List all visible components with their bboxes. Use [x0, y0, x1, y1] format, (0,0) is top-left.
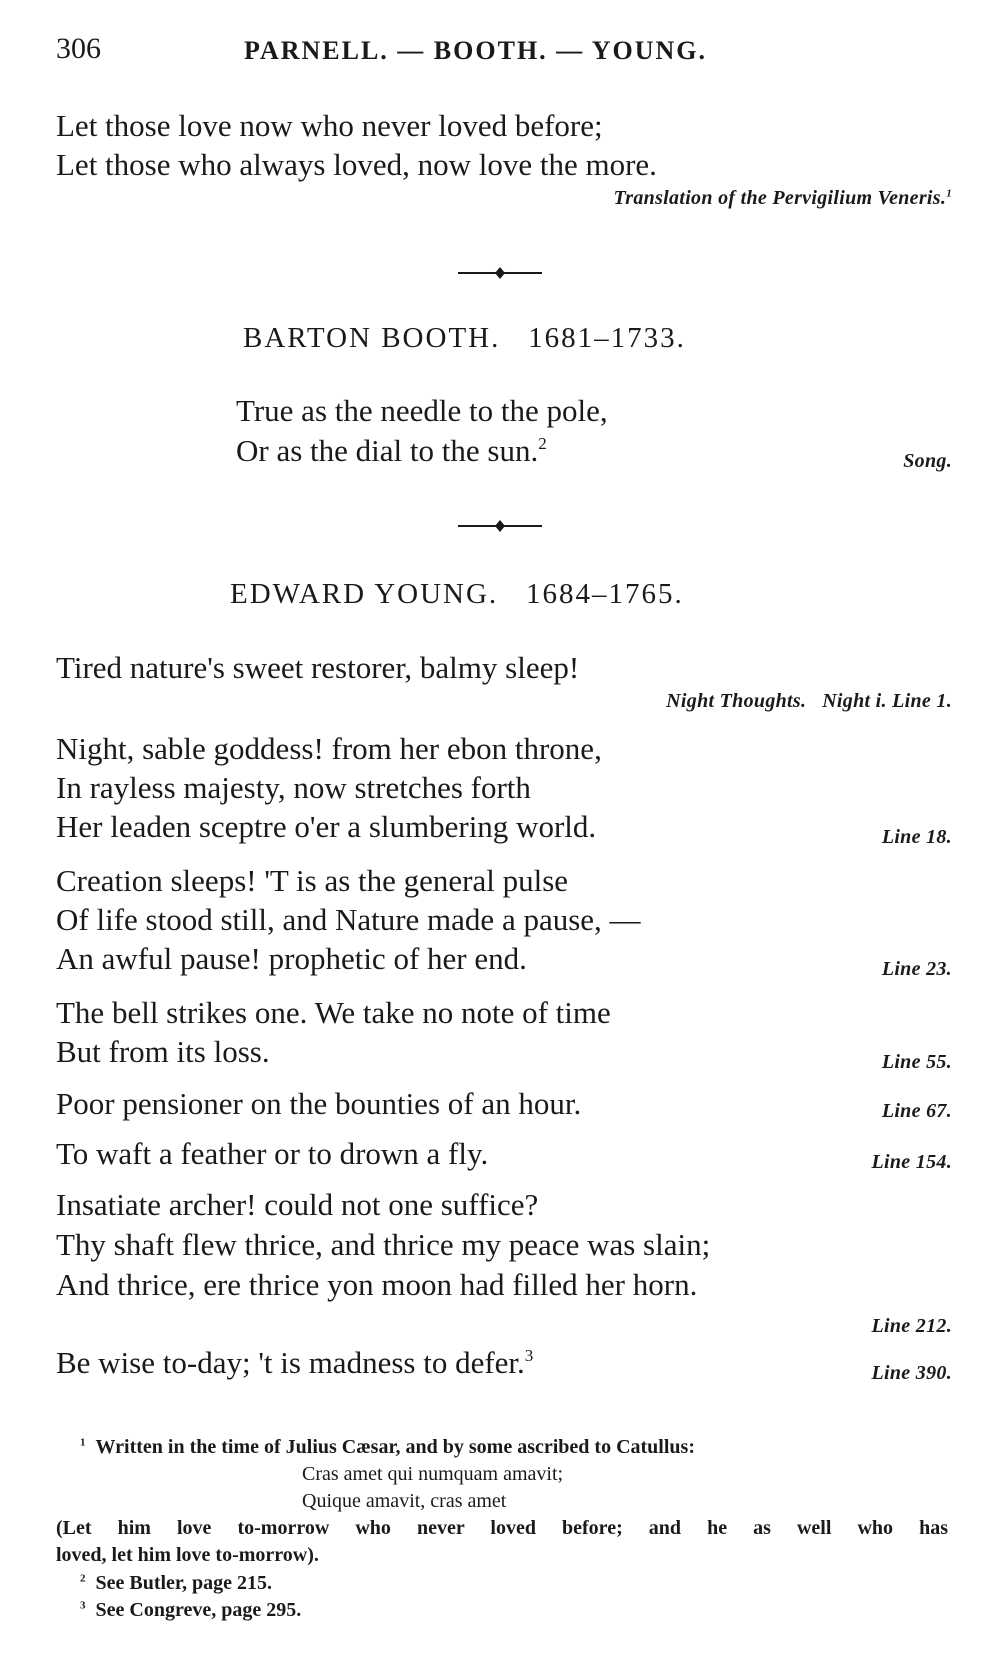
footnote-1-latin-2: Quique amavit, cras amet — [302, 1490, 507, 1512]
young-q1-line-1: Tired nature's sweet restorer, balmy sleep! — [56, 650, 580, 685]
footnote-marker-2: 2 — [80, 1572, 86, 1585]
footnote-ref-3: 3 — [524, 1346, 534, 1366]
section-ornament — [458, 519, 542, 533]
young-q6-citation: Line 154. — [871, 1151, 952, 1173]
footnote-ref-2: 2 — [538, 434, 547, 454]
young-q4-citation: Line 55. — [881, 1051, 952, 1073]
booth-citation: Song. — [903, 450, 952, 472]
young-q4-line-2: But from its loss. — [56, 1034, 270, 1069]
booth-heading: BARTON BOOTH. 1681–1733. — [243, 322, 686, 354]
young-q6-line-1: To waft a feather or to drown a fly. — [56, 1136, 489, 1171]
footnote-2: $^2$ See Butler, page 215. — [80, 1572, 272, 1594]
parnell-line-1: Let those love now who never loved before; — [56, 108, 603, 143]
footnote-1: $^1$ Written in the time of Julius Cæsar, and by some ascribed to Catullus: — [80, 1436, 695, 1458]
young-q8-line-1: Be wise to-day; 't is madness to defer.$^3$ — [56, 1345, 534, 1380]
young-q8-citation: Line 390. — [871, 1362, 952, 1384]
young-q5-line-1: Poor pensioner on the bounties of an hour. — [56, 1086, 582, 1121]
footnote-marker-3: 3 — [80, 1599, 86, 1612]
footnote-3: $^3$ See Congreve, page 295. — [80, 1599, 302, 1621]
young-q3-citation: Line 23. — [881, 958, 952, 980]
booth-line-2: Or as the dial to the sun.$^2$ — [236, 433, 547, 468]
young-q7-line-1: Insatiate archer! could not one suffice? — [56, 1187, 539, 1222]
section-ornament — [458, 266, 542, 280]
footnote-ref-1: 1 — [946, 187, 952, 200]
page-number: 306 — [56, 32, 101, 65]
young-q2-line-2: In rayless majesty, now stretches forth — [56, 770, 531, 805]
young-q2-line-1: Night, sable goddess! from her ebon throne, — [56, 731, 602, 766]
young-q1-citation: Night Thoughts. Night i. Line 1. — [666, 690, 952, 712]
footnote-1-latin-1: Cras amet qui numquam amavit; — [302, 1463, 564, 1485]
booth-line-1: True as the needle to the pole, — [236, 393, 608, 428]
young-q3-line-2: Of life stood still, and Nature made a pause, — — [56, 902, 641, 937]
young-heading: EDWARD YOUNG. 1684–1765. — [230, 578, 684, 610]
footnote-marker-1: 1 — [80, 1436, 86, 1449]
young-q7-line-3: And thrice, ere thrice yon moon had filled her horn. — [56, 1267, 698, 1302]
young-q2-citation: Line 18. — [881, 826, 952, 848]
parnell-line-2: Let those who always loved, now love the more. — [56, 147, 657, 182]
young-q3-line-3: An awful pause! prophetic of her end. — [56, 941, 527, 976]
young-q7-line-2: Thy shaft flew thrice, and thrice my peace was slain; — [56, 1227, 711, 1262]
young-q3-line-1: Creation sleeps! 'T is as the general pulse — [56, 863, 569, 898]
running-title: PARNELL. — BOOTH. — YOUNG. — [244, 36, 707, 65]
footnote-1-translation-1: (Let him love to-morrow who never loved before; and he as well who has — [56, 1517, 948, 1539]
young-q2-line-3: Her leaden sceptre o'er a slumbering world. — [56, 809, 597, 844]
young-q5-citation: Line 67. — [881, 1100, 952, 1122]
young-q7-citation: Line 212. — [871, 1315, 952, 1337]
parnell-citation: Translation of the Pervigilium Veneris.$^1$ — [613, 187, 952, 209]
young-q4-line-1: The bell strikes one. We take no note of time — [56, 995, 611, 1030]
footnote-1-translation-2: loved, let him love to-morrow). — [56, 1544, 319, 1566]
